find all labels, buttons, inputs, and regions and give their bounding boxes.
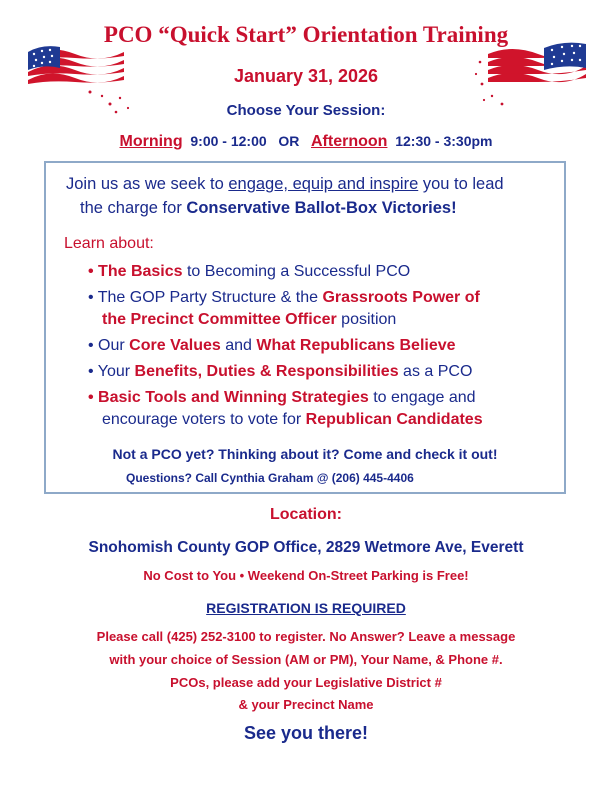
list-item-bold: • The Basics bbox=[88, 263, 183, 280]
registration-line: with your choice of Session (AM or PM), Your Name, & Phone #. bbox=[109, 652, 503, 667]
list-item-bold: What Republicans Believe bbox=[256, 337, 456, 354]
intro-bold: Conservative Ballot-Box Victories! bbox=[186, 199, 457, 217]
list-item-text: • The GOP Party Structure & the bbox=[88, 289, 323, 306]
afternoon-label: Afternoon bbox=[311, 133, 388, 150]
intro-line-2 bbox=[80, 199, 457, 218]
list-item bbox=[88, 337, 456, 355]
registration-line: PCOs, please add your Legislative District # bbox=[170, 675, 442, 690]
page-title: PCO “Quick Start” Orientation Training bbox=[103, 22, 509, 47]
not-pco-prompt: Not a PCO yet? Thinking about it? Come and check it out! bbox=[112, 446, 498, 462]
list-item-text: as a PCO bbox=[398, 363, 473, 380]
list-item-text: and bbox=[220, 337, 257, 354]
list-item-bold: • Basic Tools and Winning Strategies bbox=[88, 389, 369, 406]
location-address: Snohomish County GOP Office, 2829 Wetmore Ave, Everett bbox=[88, 539, 524, 556]
learn-about-heading: Learn about: bbox=[64, 235, 154, 252]
list-item-text: encourage voters to vote for bbox=[102, 411, 306, 428]
or-text: OR bbox=[278, 133, 300, 149]
event-date: January 31, 2026 bbox=[233, 66, 379, 86]
registration-heading: REGISTRATION IS REQUIRED bbox=[206, 600, 406, 616]
list-item-continued bbox=[102, 411, 483, 429]
session-options bbox=[0, 133, 612, 151]
list-item bbox=[88, 289, 480, 307]
registration-line: Please call (425) 252-3100 to register. No Answer? Leave a message bbox=[96, 629, 516, 644]
intro-emphasis: engage, equip and inspire bbox=[228, 175, 419, 193]
intro-text-end: you to lead bbox=[418, 175, 504, 193]
list-item-text: to engage and bbox=[368, 389, 476, 406]
questions-contact: Questions? Call Cynthia Graham @ (206) 445-4406 bbox=[126, 471, 414, 485]
list-item-bold: the Precinct Committee Officer bbox=[102, 311, 337, 328]
morning-label: Morning bbox=[119, 133, 183, 150]
list-item bbox=[88, 363, 472, 381]
list-item-text: • Your bbox=[88, 363, 135, 380]
list-item bbox=[88, 263, 410, 281]
registration-line: & your Precinct Name bbox=[238, 697, 374, 712]
list-item-text: to Becoming a Successful PCO bbox=[182, 263, 411, 280]
morning-time: 9:00 - 12:00 bbox=[190, 133, 267, 149]
location-note: No Cost to You • Weekend On-Street Parking is Free! bbox=[143, 568, 469, 583]
list-item-bold: Grassroots Power of bbox=[322, 289, 480, 306]
afternoon-time: 12:30 - 3:30pm bbox=[395, 133, 493, 149]
list-item-bold: Republican Candidates bbox=[305, 411, 483, 428]
intro-text-2: the charge for bbox=[80, 199, 187, 217]
closing-text: See you there! bbox=[243, 723, 369, 743]
list-item-bold: Benefits, Duties & Responsibilities bbox=[134, 363, 399, 380]
location-heading: Location: bbox=[270, 506, 342, 523]
info-box bbox=[44, 161, 566, 494]
intro-line-1 bbox=[66, 175, 504, 194]
list-item-text: position bbox=[336, 311, 397, 328]
list-item-text: • Our bbox=[88, 337, 130, 354]
list-item bbox=[88, 389, 476, 407]
list-item-continued bbox=[102, 311, 396, 329]
list-item-bold: Core Values bbox=[129, 337, 221, 354]
choose-session-heading: Choose Your Session: bbox=[226, 102, 386, 119]
intro-text: Join us as we seek to bbox=[66, 175, 229, 193]
